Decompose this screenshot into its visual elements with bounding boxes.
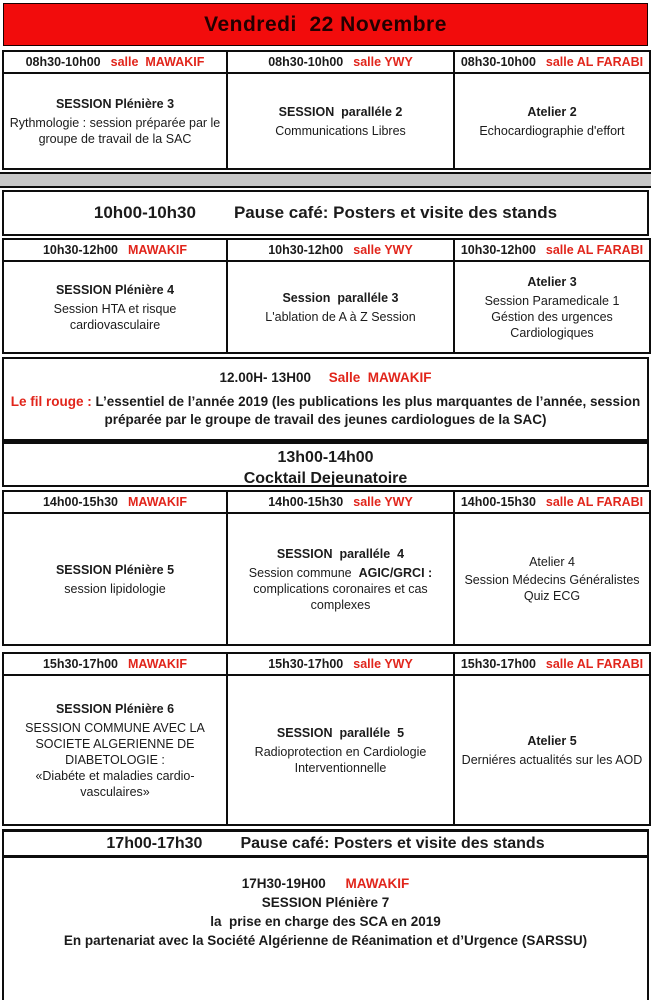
slot-header-ywy bbox=[227, 51, 454, 73]
slot-header-alfarabi bbox=[454, 491, 650, 513]
slot-content-row bbox=[3, 513, 650, 645]
closing-subtitle: la prise en charge des SCA en 2019 bbox=[210, 914, 441, 929]
slot-table-1030 bbox=[2, 238, 651, 354]
session-desc-strong: AGIC/GRCI : bbox=[358, 565, 433, 580]
session-title: SESSION Plénière 3 bbox=[55, 96, 175, 111]
slot-room: salle AL FARABI bbox=[545, 243, 644, 257]
closing-header bbox=[4, 874, 647, 893]
session-title: SESSION paralléle 5 bbox=[276, 725, 405, 740]
session-cell bbox=[227, 261, 454, 353]
slot-time: 08h30-10h00 bbox=[268, 55, 344, 69]
session-title: Atelier 3 bbox=[527, 274, 577, 289]
fil-rouge-room: Salle MAWAKIF bbox=[328, 370, 432, 385]
slot-header-row bbox=[3, 491, 650, 513]
slot-header-row bbox=[3, 51, 650, 73]
slot-room: salle YWY bbox=[353, 657, 413, 671]
slot-header-ywy bbox=[227, 653, 454, 675]
slot-room: salle MAWAKIF bbox=[110, 55, 205, 69]
slot-table-1400 bbox=[2, 490, 651, 646]
slot-table-1530 bbox=[2, 652, 651, 826]
slot-header-alfarabi bbox=[454, 653, 650, 675]
lunch-block bbox=[2, 441, 649, 487]
session-cell bbox=[227, 675, 454, 825]
session-cell bbox=[3, 675, 227, 825]
session-desc: Session Paramedicale 1 bbox=[484, 293, 620, 308]
slot-content-row bbox=[3, 73, 650, 169]
gray-separator-bar bbox=[0, 172, 651, 188]
session-title: SESSION Plénière 6 bbox=[55, 701, 175, 716]
slot-time: 10h30-12h00 bbox=[268, 243, 344, 257]
session-desc: Radioprotection en Cardiologie Interventionnelle bbox=[254, 744, 430, 775]
slot-header-mawakif bbox=[3, 653, 227, 675]
day-banner bbox=[3, 3, 648, 46]
slot-room: salle AL FARABI bbox=[545, 55, 644, 69]
slot-room: MAWAKIF bbox=[128, 495, 188, 509]
session-title: SESSION paralléle 2 bbox=[278, 104, 403, 119]
slot-header-ywy bbox=[227, 239, 454, 261]
slot-room: MAWAKIF bbox=[128, 243, 188, 257]
pause-label: Pause café: Posters et visite des stands bbox=[233, 203, 558, 222]
session-desc: Session HTA et risque cardiovasculaire bbox=[53, 301, 180, 332]
session-title: Session paralléle 3 bbox=[282, 290, 399, 305]
program-page bbox=[0, 3, 651, 963]
pause-label: Pause café: Posters et visite des stands bbox=[240, 834, 545, 852]
fil-rouge-block bbox=[2, 357, 649, 441]
slot-room: salle AL FARABI bbox=[545, 657, 644, 671]
session-desc: SESSION COMMUNE AVEC LA SOCIETE ALGERIENNE DE DIABETOLOGIE : bbox=[25, 720, 209, 767]
slot-time: 15h30-17h00 bbox=[268, 657, 344, 671]
slot-time: 10h30-12h00 bbox=[460, 243, 536, 257]
lunch-label: Cocktail Dejeunatoire bbox=[243, 470, 408, 487]
slot-time: 15h30-17h00 bbox=[460, 657, 536, 671]
session-desc: session lipidologie bbox=[64, 581, 166, 596]
closing-time: 17H30-19H00 bbox=[241, 876, 326, 891]
slot-time: 08h30-10h00 bbox=[25, 55, 101, 69]
slot-header-ywy bbox=[227, 491, 454, 513]
session-title: Atelier 5 bbox=[527, 733, 577, 748]
session-desc: Quiz ECG bbox=[523, 589, 581, 603]
closing-room: MAWAKIF bbox=[345, 876, 410, 891]
slot-header-alfarabi bbox=[454, 51, 650, 73]
slot-header-mawakif bbox=[3, 51, 227, 73]
slot-time: 14h00-15h30 bbox=[42, 495, 119, 509]
fil-rouge-body: L’essentiel de l’année 2019 (les publications les plus marquantes de l’année, session préparée par le groupe de travail des jeunes cardiologues de la SAC) bbox=[95, 394, 644, 427]
closing-partner: En partenariat avec la Société Algérienne de Réanimation et d’Urgence (SARSSU) bbox=[63, 933, 588, 948]
session-desc: Derniéres actualités sur les AOD bbox=[461, 752, 643, 767]
session-desc-pre: Session commune bbox=[248, 565, 359, 580]
slot-content-row bbox=[3, 675, 650, 825]
slot-time: 08h30-10h00 bbox=[460, 55, 536, 69]
session-cell bbox=[3, 73, 227, 169]
session-cell bbox=[454, 73, 650, 169]
closing-title: SESSION Plénière 7 bbox=[261, 895, 390, 910]
session-cell bbox=[3, 261, 227, 353]
slot-time: 14h00-15h30 bbox=[460, 495, 536, 509]
session-cell bbox=[227, 73, 454, 169]
pause-time: 10h00-10h30 bbox=[93, 203, 196, 222]
session-desc: «Diabéte et maladies cardio-vasculaires» bbox=[35, 768, 195, 799]
session-cell bbox=[227, 513, 454, 645]
session-desc: Echocardiographie d'effort bbox=[479, 123, 625, 138]
slot-header-mawakif bbox=[3, 239, 227, 261]
slot-header-row bbox=[3, 239, 650, 261]
fil-rouge-text bbox=[8, 393, 643, 429]
day-title: Vendredi 22 Novembre bbox=[204, 12, 447, 36]
session-desc: Géstion des urgences bbox=[491, 309, 613, 324]
session-title: Atelier 4 bbox=[529, 555, 575, 569]
session-desc: Communications Libres bbox=[275, 123, 406, 138]
session-desc: Rythmologie : session préparée par le groupe de travail de la SAC bbox=[9, 115, 224, 146]
session-desc: L'ablation de A à Z Session bbox=[265, 309, 416, 324]
session-desc bbox=[231, 565, 450, 581]
slot-room: salle YWY bbox=[353, 243, 413, 257]
session-title: Atelier 2 bbox=[527, 104, 577, 119]
slot-room: salle YWY bbox=[353, 495, 413, 509]
session-desc: Cardiologiques bbox=[510, 325, 594, 340]
slot-room: salle AL FARABI bbox=[545, 495, 644, 509]
slot-room: salle YWY bbox=[353, 55, 413, 69]
slot-time: 14h00-15h30 bbox=[268, 495, 344, 509]
session-cell bbox=[454, 675, 650, 825]
pause-row-2 bbox=[2, 829, 649, 858]
session-title: SESSION Plénière 5 bbox=[55, 562, 175, 577]
slot-time: 15h30-17h00 bbox=[42, 657, 119, 671]
closing-block bbox=[2, 858, 649, 1000]
session-cell bbox=[454, 261, 650, 353]
slot-time: 10h30-12h00 bbox=[42, 243, 119, 257]
slot-room: MAWAKIF bbox=[128, 657, 188, 671]
session-title: SESSION paralléle 4 bbox=[276, 546, 405, 561]
session-desc: complications coronaires et cas complexes bbox=[253, 581, 432, 612]
fil-rouge-lead: Le fil rouge : bbox=[10, 394, 96, 409]
slot-header-row bbox=[3, 653, 650, 675]
session-cell bbox=[3, 513, 227, 645]
fil-rouge-time: 12.00H- 13H00 bbox=[219, 370, 311, 385]
slot-header-mawakif bbox=[3, 491, 227, 513]
lunch-time: 13h00-14h00 bbox=[277, 449, 374, 466]
slot-header-alfarabi bbox=[454, 239, 650, 261]
pause-time: 17h00-17h30 bbox=[106, 834, 203, 852]
slot-content-row bbox=[3, 261, 650, 353]
fil-rouge-header bbox=[4, 370, 647, 385]
pause-row-1 bbox=[2, 190, 649, 236]
session-desc: Session Médecins Généralistes bbox=[464, 573, 640, 587]
session-title: SESSION Plénière 4 bbox=[55, 282, 175, 297]
session-cell bbox=[454, 513, 650, 645]
slot-table-0830 bbox=[2, 50, 651, 170]
